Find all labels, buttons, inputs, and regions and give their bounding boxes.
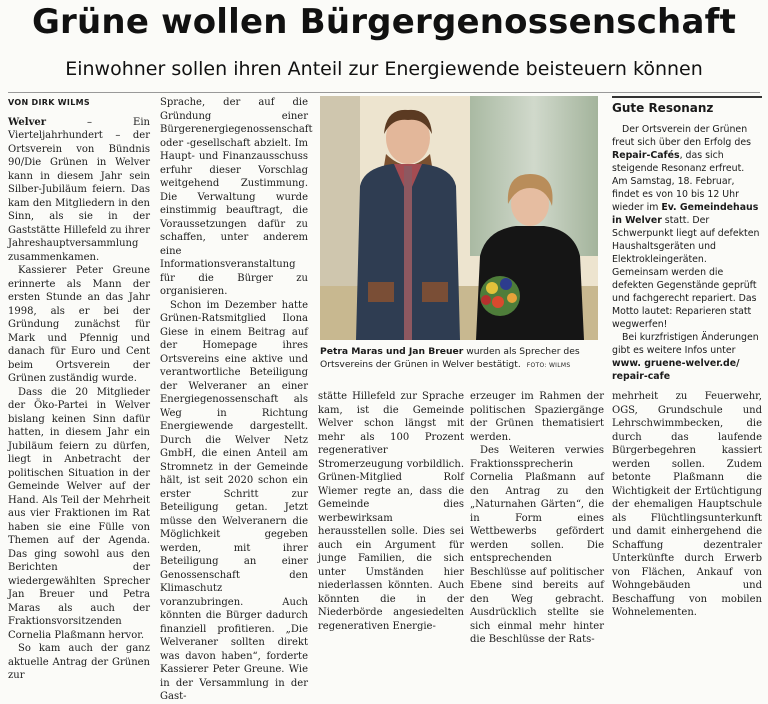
photo-credit: FOTO: WILMS: [526, 361, 571, 369]
lead-place: Welver: [8, 116, 47, 128]
paragraph-text: – Ein Vierteljahrhundert – der Ortsverein von Bündnis 90/Die Grünen in Welver kann in diesem Jahr sein Silber-Jubiläum feiern. Das kam den Mitgliedern in den Sinn, als sie in der Gaststätte Hillefeld zu ihrer Jahreshauptversammlung zusammenkamen.: [8, 116, 150, 263]
sidebar-rule: [612, 96, 762, 98]
paragraph: So kam auch der ganz aktuelle Antrag der Grünen zur: [8, 643, 150, 681]
divider: [8, 92, 760, 93]
photo-illustration: [320, 96, 598, 340]
sidebar-box: [612, 96, 762, 383]
paragraph: Des Weiteren verwies Fraktionssprecherin Cornelia Plaßmann auf den Antrag zu den „Naturnahen Gärten“, die in Form eines Wettbewerbs gefördert werden sollen. Die entsprechenden Beschlüsse auf politischer Ebene sind bereits auf den Weg gebracht. Ausdrücklich stellte sie sich einmal mehr hinter die Beschlüsse der Rats-: [470, 445, 604, 645]
sidebar-highlight: Repair-Cafés: [612, 150, 680, 161]
subheadline: Einwohner sollen ihren Anteil zur Energiewende beisteuern können: [65, 58, 703, 80]
sidebar-text: Der Ortsverein der Grünen freut sich über den Erfolg des: [612, 124, 751, 148]
headline: Grüne wollen Bürgergenossenschaft: [31, 2, 737, 42]
column-2: [160, 96, 313, 704]
sidebar-text: statt. Der Schwerpunkt liegt auf defekten Haushaltsgeräten und Elektrokleingeräten. Gemeinsam werden die defekten Gegenstände geprüft und fachgerecht repariert. Das Motto lautet: Reparieren statt wegwerfen!: [612, 215, 760, 330]
paragraph: Schon im Dezember hatte Grünen-Ratsmitglied Ilona Giese in einem Beitrag auf der Homepage ihres Ortsvereins eine aktive und verantwortliche Beteiligung der Welveraner an einer Energiegenossenschaft als Weg in Richtung Energiewende dargestellt. Durch die Welver Netz GmbH, die einen Anteil am Stromnetz in der Gemeinde hält, ist seit 2020 schon ein erster Schritt zur Beteiligung getan. Jetzt müsse den Welveranern die Möglichkeit gegeben werden, mit ihrer Beteiligung an einer Genossenschaft den Klimaschutz voranzubringen. Auch könnten die Bürger dadurch finanziell profitieren. „Die Welveraner sollten direkt was davon haben“, forderte Kassierer Peter Greune. Wie in der Versammlung in der Gast-: [160, 299, 308, 702]
paragraph: Kassierer Peter Greune erinnerte als Mann der ersten Stunde an das Jahr 1998, als er bei der Gründung zunächst für Mark und Pfennig und danach für Euro und Cent beim Ortsverein der Grünen zuständig wurde.: [8, 265, 150, 384]
sidebar-paragraph: [612, 123, 762, 331]
paragraph: mehrheit zu Feuerwehr, OGS, Grundschule und Lehrschwimmbecken, die durch das laufende Bürgerbegehren kassiert werden sollen. Zudem betonte Plaßmann die Wichtigkeit der Ertüchtigung der ehemaligen Hauptschule als Flüchtlingsunterkunft und damit einhergehend die Schaffung dezentraler Unterkünfte durch Erwerb von Flächen, Ankauf von Wohngebäuden und Beschaffung von mobilen Wohnelementen.: [612, 391, 762, 618]
sidebar-title: Gute Resonanz: [612, 101, 714, 115]
caption-names: Petra Maras und Jan Breuer: [320, 346, 464, 357]
sidebar-text: , das sich steigende Resonanz erfreut. Am Samstag, 18. Februar, findet es von 10 bis 12 Uhr wieder im: [612, 150, 745, 213]
sidebar-text: Bei kurzfristigen Änderungen gibt es weitere Infos unter: [612, 332, 759, 356]
paragraph: [8, 116, 150, 265]
sidebar-highlight: Ev. Gemeindehaus in Welver: [612, 202, 759, 226]
paragraph: erzeuger im Rahmen der politischen Spaziergänge der Grünen thematisiert werden.: [470, 391, 604, 443]
paragraph: Sprache, der auf die Gründung einer Bürgerenergiegenossenschaft oder -gesellschaft abzielt. Im Haupt- und Finanzausschuss erfuhr dieser Vorschlag weitgehend Zustimmung. Die Verwaltung wurde einstimmig beauftragt, die Voraussetzungen dafür zu schaffen, unter anderem eine Informationsveranstaltung für die Bürger zu organisieren.: [160, 97, 313, 297]
byline: VON DIRK WILMS: [8, 98, 90, 107]
photo-caption: [320, 346, 598, 372]
caption-text: wurden als Sprecher des Ortsvereins der Grünen in Welver bestätigt.: [320, 346, 580, 370]
photo: [320, 96, 598, 340]
sidebar-link[interactable]: www. gruene-welver.de/ repair-cafe: [612, 358, 740, 382]
column-3: [318, 390, 464, 633]
column-5: [612, 390, 762, 620]
sidebar-paragraph: [612, 331, 762, 383]
column-4: [470, 390, 604, 647]
paragraph: stätte Hillefeld zur Sprache kam, ist die Gemeinde Welver schon längst mit mehr als 100 Prozent regenerativer Stromerzeugung vorbildlich. Grünen-Mitglied Rolf Wiemer regte an, dass die Gemeinde dies werbewirksam herausstellen solle. Dies sei auch ein Argument für junge Familien, die sich unter Umständen hier niederlassen könnten. Auch könnten die in der Niederbörde angesiedelten regenerativen Energie-: [318, 391, 464, 632]
paragraph: Dass die 20 Mitglieder der Öko-Partei in Welver bislang keinen Sinn dafür hatten, in diesem Jahr ein Jubiläum feiern zu dürfen, liegt in Anbetracht der politischen Situation in der Gemeinde Welver auf der Hand. Als Teil der Mehrheit aus vier Fraktionen im Rat haben sie eine Fülle von Themen auf der Agenda. Das ging sowohl aus den Berichten der wiedergewählten Sprecher Jan Breuer und Petra Maras als auch der Fraktionsvorsitzenden Cornelia Plaßmann hervor.: [8, 386, 150, 641]
column-1: [8, 96, 150, 683]
